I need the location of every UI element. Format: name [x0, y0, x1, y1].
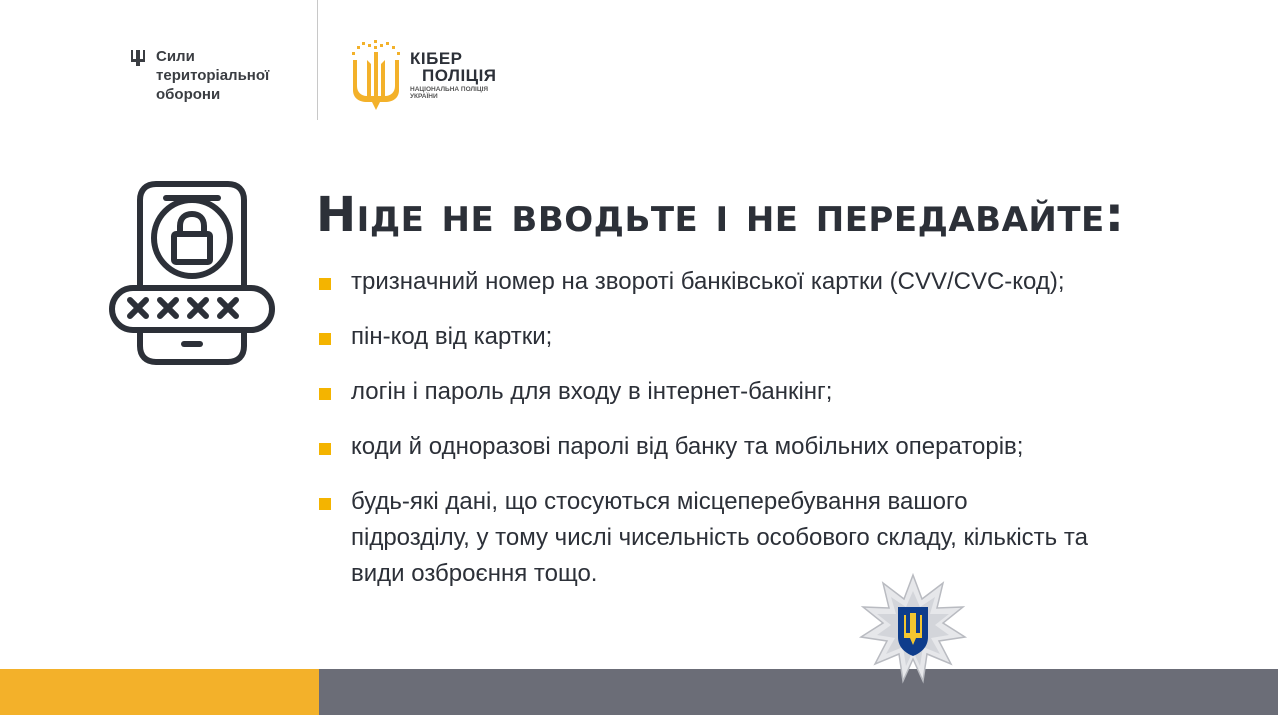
tro-line2: територіальної — [156, 67, 270, 84]
cyber-trident-icon — [350, 40, 402, 112]
phone-lock-icon — [108, 180, 278, 370]
watermark-line2: поліція України — [980, 630, 1171, 658]
list-item — [318, 319, 1218, 355]
tro-line1: Сили — [156, 48, 195, 65]
warning-list — [318, 264, 1218, 611]
trident-icon — [130, 49, 146, 67]
footer-gray-bar — [319, 669, 1278, 715]
cyber-line3: НАЦІОНАЛЬНА ПОЛІЦІЯ — [410, 86, 489, 93]
bullet-square-icon — [319, 333, 331, 345]
list-item-text: будь-які дані, що стосуються місцеперебування вашого підрозділу, у тому числі чисельність особового складу, кількість та види озброєння тощо. — [351, 488, 1088, 587]
list-item — [318, 374, 1218, 410]
territorial-defense-text — [156, 47, 269, 104]
cyber-line1: КІБЕР — [410, 49, 463, 68]
list-item — [318, 429, 1218, 465]
list-item-text: коди й одноразові паролі від банку та мобільних операторів; — [351, 433, 1024, 460]
list-item-text: логін і пароль для входу в інтернет-банкінг; — [351, 378, 833, 405]
header-divider — [317, 0, 318, 120]
list-item — [318, 264, 1218, 300]
tro-line3: оборони — [156, 86, 221, 103]
cyber-police-logo — [350, 40, 497, 112]
bullet-square-icon — [319, 443, 331, 455]
list-item — [318, 484, 1091, 592]
bullet-square-icon — [319, 278, 331, 290]
cyber-line4: УКРАЇНИ — [410, 93, 438, 100]
page-title: Ніде не вводьте і не передавайте: — [316, 187, 1125, 243]
police-star-icon — [858, 573, 968, 685]
bullet-square-icon — [319, 388, 331, 400]
footer-yellow-bar — [0, 669, 319, 715]
bullet-square-icon — [319, 498, 331, 510]
list-item-text: пін-код від картки; — [351, 323, 553, 350]
cyber-line2: ПОЛІЦІЯ — [422, 66, 497, 85]
police-watermark-text — [980, 602, 1170, 658]
watermark-line1: Національна — [980, 602, 1139, 630]
cyber-police-text — [410, 50, 497, 100]
list-item-text: тризначний номер на звороті банківської картки (CVV/CVC-код); — [351, 268, 1065, 295]
territorial-defense-logo — [130, 47, 269, 104]
